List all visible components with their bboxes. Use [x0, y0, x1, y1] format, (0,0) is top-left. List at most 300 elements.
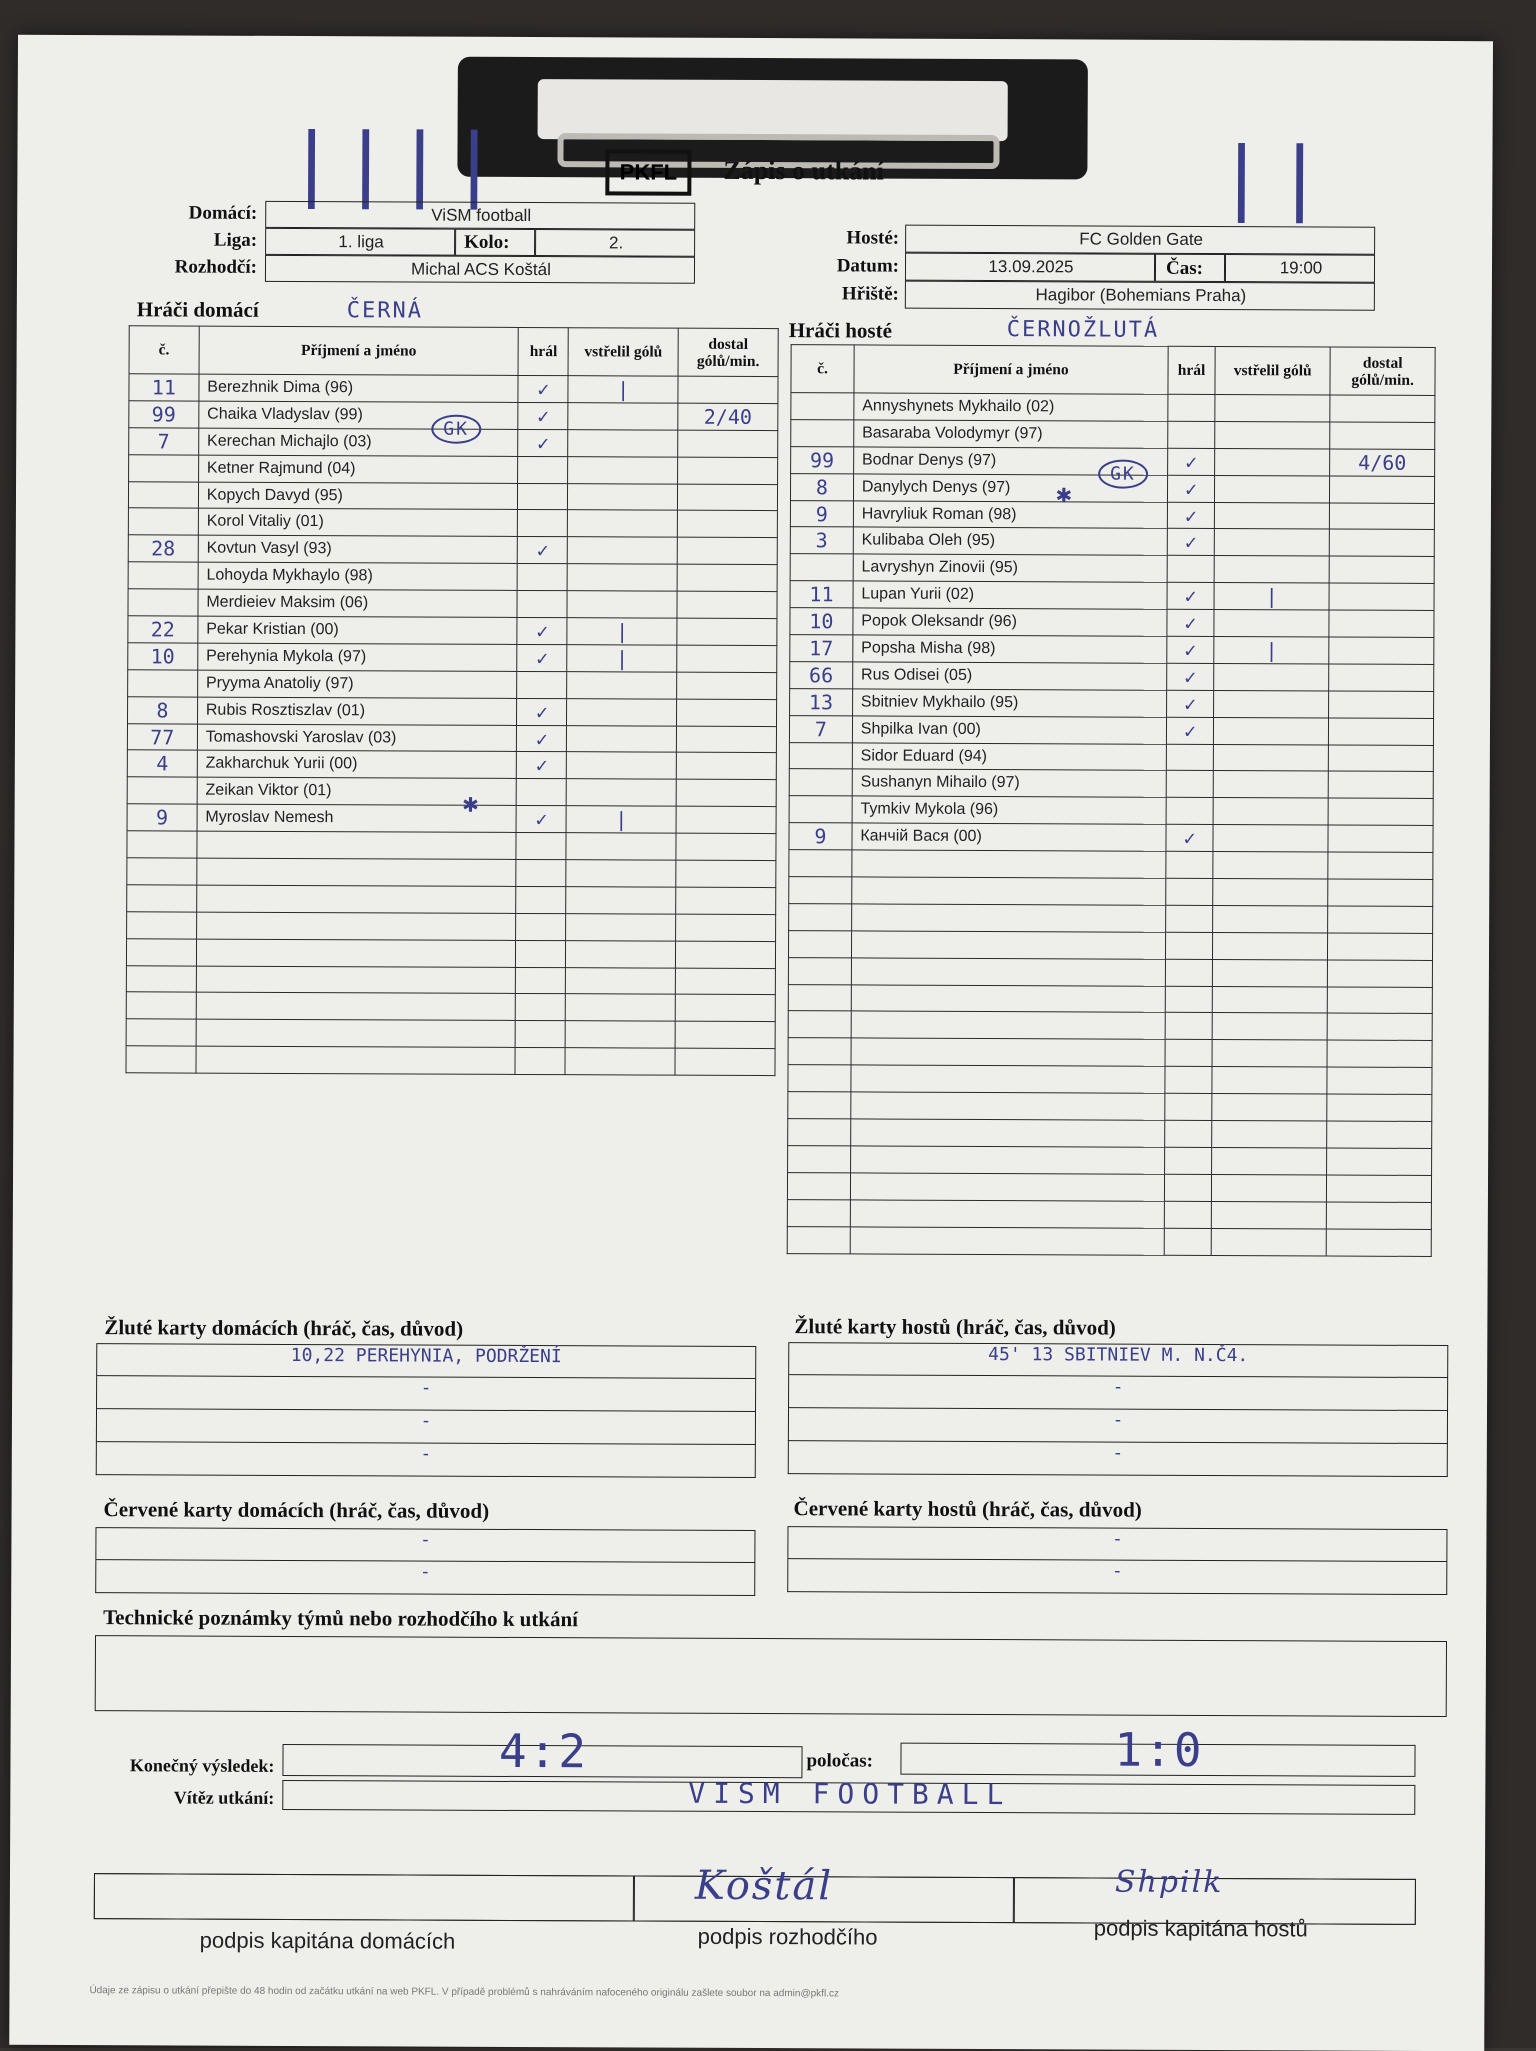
goals-conceded [676, 914, 776, 941]
home-label: Domácí: [188, 202, 258, 224]
played-mark [515, 1021, 565, 1048]
player-number [126, 965, 196, 992]
goals-scored [1215, 448, 1330, 475]
played-mark: ✓ [1167, 636, 1214, 663]
player-number: 99 [129, 401, 199, 428]
player-name [850, 1119, 1164, 1147]
goals-scored [1213, 825, 1328, 852]
goals-scored [1212, 959, 1327, 986]
played-mark [1165, 1040, 1212, 1067]
player-number: 9 [127, 804, 197, 831]
table-row [789, 850, 1433, 880]
col-name: Příjmení a jméno [854, 345, 1168, 394]
player-number [788, 1119, 851, 1146]
goals-conceded [676, 833, 776, 860]
played-mark: ✓ [517, 725, 567, 752]
played-mark [1166, 851, 1213, 878]
player-number: 11 [129, 374, 199, 401]
goals-conceded [678, 457, 778, 484]
goals-scored: | [567, 618, 677, 645]
goals-conceded [1327, 1148, 1432, 1175]
goals-conceded [677, 591, 777, 618]
goals-scored [566, 779, 676, 806]
played-mark [516, 859, 566, 886]
player-name [197, 831, 517, 859]
goals-scored [1212, 1121, 1327, 1148]
player-name: Sbitniev Mykhailo (95) [852, 689, 1166, 717]
player-number: 22 [128, 616, 198, 643]
goals-scored [568, 429, 678, 456]
goals-conceded [1328, 852, 1433, 879]
goals-scored [1213, 744, 1328, 771]
goals-conceded [677, 564, 777, 591]
goals-scored [566, 967, 676, 994]
played-mark [1164, 1174, 1211, 1201]
goals-conceded [1329, 691, 1434, 718]
goals-conceded [1329, 583, 1434, 610]
goals-conceded [675, 1048, 775, 1075]
goals-conceded [676, 806, 776, 833]
tally-right: || [1217, 130, 1334, 224]
halftime-field: 1:0 [900, 1743, 1415, 1777]
played-mark [1166, 905, 1213, 932]
played-mark: ✓ [518, 429, 568, 456]
home-captain-signature-label: podpis kapitána domácích [199, 1927, 456, 1954]
played-mark [1165, 1147, 1212, 1174]
card-row: 45' 13 SBITNIEV M. N.Č4. [788, 1342, 1448, 1378]
col-played: hrál [518, 327, 568, 375]
player-number [127, 831, 197, 858]
goals-conceded [1327, 1040, 1432, 1067]
time-label-cell: Čas: [1155, 254, 1225, 282]
table-row [128, 589, 777, 619]
player-name: Tymkiv Mykola (96) [852, 796, 1166, 824]
table-row [789, 742, 1433, 772]
played-mark: ✓ [1167, 583, 1214, 610]
goals-scored [567, 671, 677, 698]
player-name: Канчій Вася (00) [852, 823, 1166, 851]
goals-conceded [678, 430, 778, 457]
goals-scored [1214, 690, 1329, 717]
player-number: 8 [128, 696, 198, 723]
player-number: 9 [789, 823, 852, 850]
referee-signature-label: podpis rozhodčího [697, 1923, 878, 1950]
player-name [851, 1038, 1165, 1066]
player-number [789, 850, 852, 877]
player-number [791, 420, 854, 447]
player-number: 8 [790, 473, 853, 500]
goals-scored [1212, 986, 1327, 1013]
goals-conceded [676, 753, 776, 780]
goals-conceded [1327, 987, 1432, 1014]
player-name [196, 993, 516, 1021]
away-yellow-rows [788, 1342, 1449, 1477]
goals-conceded [1327, 1175, 1432, 1202]
played-mark: ✓ [517, 617, 567, 644]
notes-field [95, 1635, 1447, 1717]
table-row [127, 723, 776, 753]
played-mark [1166, 878, 1213, 905]
played-mark: ✓ [1167, 502, 1214, 529]
referee-signature-box: Koštál [634, 1875, 1014, 1923]
player-name [850, 1173, 1164, 1201]
player-name: Perehynia Mykola (97) [198, 643, 518, 671]
table-row [788, 1119, 1432, 1149]
player-number [788, 984, 851, 1011]
table-row [126, 938, 775, 968]
player-number: 3 [790, 527, 853, 554]
player-name: Shpilka Ivan (00) [852, 716, 1166, 744]
table-row [787, 1199, 1431, 1229]
home-yellow-heading: Žluté karty domácích (hráč, čas, důvod) [104, 1315, 464, 1341]
player-name: Sidor Eduard (94) [852, 743, 1166, 771]
table-row [128, 696, 777, 726]
player-name: Popsha Misha (98) [853, 635, 1167, 663]
goals-scored [566, 833, 676, 860]
goals-conceded [1327, 1202, 1432, 1229]
goals-conceded [677, 511, 777, 538]
played-mark: ✓ [1167, 529, 1214, 556]
player-number: 13 [790, 688, 853, 715]
played-mark [1168, 421, 1215, 448]
away-captain-mark: ✱ [1055, 479, 1074, 510]
player-name [851, 1011, 1165, 1039]
card-row: - [788, 1441, 1448, 1477]
goals-conceded [1326, 1229, 1431, 1256]
table-row [788, 1065, 1432, 1095]
player-name: Berezhnik Dima (96) [199, 374, 519, 402]
player-name: Zakharchuk Yurii (00) [197, 751, 517, 779]
home-roster-heading: Hráči domácí [136, 297, 259, 322]
player-name [196, 966, 516, 994]
table-row [787, 1172, 1431, 1202]
table-row [791, 393, 1435, 423]
table-row [128, 535, 777, 565]
table-row [127, 750, 776, 780]
goals-scored: | [567, 645, 677, 672]
goals-scored [566, 913, 676, 940]
guests-label: Hosté: [846, 227, 900, 249]
goals-scored [1215, 395, 1330, 422]
goals-conceded [1330, 503, 1435, 530]
player-name [196, 1046, 516, 1074]
goals-scored [1214, 663, 1329, 690]
table-row [788, 984, 1432, 1014]
goals-conceded [675, 968, 775, 995]
played-mark: ✓ [518, 375, 568, 402]
player-name: Tomashovski Yaroslav (03) [197, 724, 517, 752]
table-row [788, 1146, 1432, 1176]
home-captain-signature-box [94, 1873, 634, 1921]
table-row [789, 823, 1433, 853]
goals-scored [565, 1048, 675, 1075]
goals-scored [568, 510, 678, 537]
winner-field: VISM FOOTBALL [282, 1780, 1415, 1815]
home-kit-note: ČERNÁ [346, 298, 424, 324]
goals-scored [1212, 1094, 1327, 1121]
goals-conceded [1328, 825, 1433, 852]
table-row [789, 715, 1433, 745]
player-number [789, 769, 852, 796]
goals-conceded [1329, 718, 1434, 745]
goals-conceded [1327, 1094, 1432, 1121]
card-row: - [788, 1375, 1448, 1411]
goals-scored: | [1214, 583, 1329, 610]
goals-scored [566, 887, 676, 914]
played-mark: ✓ [518, 537, 568, 564]
player-name: Kovtun Vasyl (93) [198, 535, 518, 563]
footer-note: Údaje ze zápisu o utkání přepište do 48 hodin od začátku utkání na web PKFL. V případě problémů s nahráváním nafoceného originálu zašlete soubor na admin@pkfl.cz [89, 1985, 839, 2000]
table-row [127, 777, 776, 807]
goals-conceded [678, 376, 778, 403]
player-name [851, 1065, 1165, 1093]
away-captain-signature-box: Shpilk [1014, 1877, 1416, 1925]
player-name [852, 850, 1166, 878]
col-number: č. [791, 345, 854, 393]
goals-conceded [1329, 637, 1434, 664]
player-name [850, 1200, 1164, 1228]
goals-conceded [677, 618, 777, 645]
player-number [788, 1092, 851, 1119]
away-red-rows [787, 1526, 1447, 1595]
player-name [852, 877, 1166, 905]
player-number [128, 562, 198, 589]
player-number: 10 [128, 643, 198, 670]
player-number: 10 [790, 608, 853, 635]
played-mark: ✓ [1168, 448, 1215, 475]
goals-scored [1214, 502, 1329, 529]
table-row [789, 769, 1433, 799]
goals-conceded [675, 995, 775, 1022]
goals-conceded [677, 699, 777, 726]
card-row: - [96, 1442, 756, 1478]
table-row [128, 616, 777, 646]
player-name: Basaraba Volodymyr (97) [854, 420, 1168, 448]
player-name: Pekar Kristian (00) [198, 616, 518, 644]
goals-scored [567, 698, 677, 725]
table-row [789, 904, 1433, 934]
card-row: - [95, 1527, 755, 1563]
time-field: 19:00 [1225, 254, 1375, 283]
player-number [128, 670, 198, 697]
table-row [126, 1019, 775, 1049]
player-name: Zeikan Viktor (01) [197, 777, 517, 805]
played-mark [1165, 959, 1212, 986]
goals-conceded [1329, 529, 1434, 556]
table-row [127, 912, 776, 942]
goals-scored [568, 456, 678, 483]
player-number [789, 877, 852, 904]
player-name: Pryyma Anatoliy (97) [197, 670, 517, 698]
goals-scored [1213, 798, 1328, 825]
table-row [128, 481, 777, 511]
table-row [790, 688, 1434, 718]
table-row [127, 804, 776, 834]
table-row [788, 1038, 1432, 1068]
player-name: Ketner Rajmund (04) [198, 455, 518, 483]
halftime-label: poločas: [806, 1750, 874, 1772]
goals-conceded [678, 484, 778, 511]
col-number: č. [129, 326, 199, 374]
player-name: Kopych Davyd (95) [198, 482, 518, 510]
goals-conceded [1328, 771, 1433, 798]
played-mark [516, 886, 566, 913]
played-mark: ✓ [1167, 475, 1214, 502]
played-mark [516, 940, 566, 967]
player-number [126, 1019, 196, 1046]
home-red-rows [95, 1527, 755, 1596]
player-number [128, 481, 198, 508]
goals-conceded [1328, 933, 1433, 960]
player-name: Rus Odisei (05) [852, 662, 1166, 690]
player-number [788, 957, 851, 984]
goals-scored [1213, 771, 1328, 798]
player-number [787, 1172, 850, 1199]
goals-conceded [1330, 395, 1435, 422]
table-row [789, 796, 1433, 826]
goals-conceded [1328, 906, 1433, 933]
home-red-heading: Červené karty domácích (hráč, čas, důvod) [103, 1497, 490, 1523]
played-mark [517, 591, 567, 618]
table-row [127, 885, 776, 915]
goals-scored [566, 940, 676, 967]
home-captain-mark: ✱ [462, 788, 481, 819]
player-name: Lupan Yurii (02) [853, 581, 1167, 609]
player-number [788, 1065, 851, 1092]
table-row [790, 662, 1434, 692]
player-name [851, 904, 1165, 932]
player-name: Popok Oleksandr (96) [853, 608, 1167, 636]
table-row [789, 877, 1433, 907]
player-number [127, 777, 197, 804]
player-name: Merdieiev Maksim (06) [198, 589, 518, 617]
goals-conceded [676, 941, 776, 968]
goals-conceded [1329, 556, 1434, 583]
played-mark [516, 913, 566, 940]
home-gk-mark: GK [431, 415, 481, 444]
goals-conceded: 4/60 [1330, 449, 1435, 476]
table-row [788, 957, 1432, 987]
away-kit-note: ČERNOŽLUTÁ [1006, 317, 1160, 343]
player-name [196, 912, 516, 940]
col-conceded: dostal gólů/min. [678, 328, 778, 376]
played-mark: ✓ [1166, 825, 1213, 852]
away-gk-mark: GK [1098, 459, 1148, 488]
player-number: 28 [128, 535, 198, 562]
table-row [126, 1046, 775, 1076]
player-number [128, 508, 198, 535]
goals-scored [1212, 1067, 1327, 1094]
player-name: Kulibaba Oleh (95) [853, 527, 1167, 555]
player-name: Sushanyn Mihailo (97) [852, 769, 1166, 797]
player-name: Lohoyda Mykhaylo (98) [198, 562, 518, 590]
date-field: 13.09.2025 [905, 253, 1155, 282]
col-goals: vstřelil gólů [568, 328, 678, 376]
played-mark [516, 967, 566, 994]
player-number [788, 1038, 851, 1065]
player-name [850, 1227, 1164, 1255]
goals-scored [567, 591, 677, 618]
goals-conceded [677, 672, 777, 699]
goals-scored [567, 725, 677, 752]
goals-conceded [1327, 1013, 1432, 1040]
player-name [851, 931, 1165, 959]
table-row [790, 608, 1434, 638]
played-mark [1165, 932, 1212, 959]
played-mark [518, 483, 568, 510]
player-number: 7 [789, 715, 852, 742]
table-row [129, 374, 778, 404]
goals-scored [1213, 852, 1328, 879]
played-mark: ✓ [516, 806, 566, 833]
played-mark [1165, 1013, 1212, 1040]
played-mark [517, 564, 567, 591]
venue-field: Hagibor (Bohemians Praha) [905, 281, 1375, 311]
player-name: Danylych Denys (97) [853, 474, 1167, 502]
notes-heading: Technické poznámky týmů nebo rozhodčího k utkání [103, 1605, 579, 1632]
player-number [789, 742, 852, 769]
player-name [851, 1092, 1165, 1120]
player-number: 7 [129, 428, 199, 455]
goals-scored [1212, 1147, 1327, 1174]
player-number [790, 554, 853, 581]
venue-label: Hřiště: [841, 283, 899, 305]
player-name [851, 958, 1165, 986]
goals-conceded [1328, 879, 1433, 906]
goals-scored [567, 752, 677, 779]
goals-conceded: 2/40 [678, 403, 778, 430]
goals-conceded [676, 887, 776, 914]
pkfl-logo: PKFL [605, 149, 691, 195]
player-number [788, 930, 851, 957]
table-row [790, 500, 1434, 530]
table-row [127, 858, 776, 888]
player-number [126, 1046, 196, 1073]
player-name: Kerechan Michajlo (03) [199, 428, 519, 456]
table-row [126, 992, 775, 1022]
goals-scored [568, 403, 678, 430]
player-number [127, 885, 197, 912]
player-number [787, 1226, 850, 1253]
goals-conceded [675, 1022, 775, 1049]
player-number [126, 938, 196, 965]
col-goals: vstřelil gólů [1215, 347, 1330, 396]
col-played: hrál [1168, 346, 1215, 394]
goals-conceded [1330, 422, 1435, 449]
goals-scored: | [566, 806, 676, 833]
player-name: Havryliuk Roman (98) [853, 500, 1167, 528]
player-number [788, 1146, 851, 1173]
player-number: 11 [790, 581, 853, 608]
player-number: 99 [791, 446, 854, 473]
player-name [197, 885, 517, 913]
goals-scored [1214, 529, 1329, 556]
round-label-cell: Kolo: [455, 229, 535, 256]
goals-conceded [676, 726, 776, 753]
player-name [851, 985, 1165, 1013]
played-mark: ✓ [1167, 609, 1214, 636]
referee-label: Rozhodčí: [174, 256, 258, 278]
player-name: Rubis Rosztiszlav (01) [197, 697, 517, 725]
goals-conceded [1328, 798, 1433, 825]
goals-scored [1211, 1228, 1326, 1255]
played-mark [1166, 798, 1213, 825]
goals-scored [1215, 475, 1330, 502]
table-row [128, 508, 777, 538]
player-number [788, 1011, 851, 1038]
player-number [791, 393, 854, 420]
player-number [127, 858, 197, 885]
